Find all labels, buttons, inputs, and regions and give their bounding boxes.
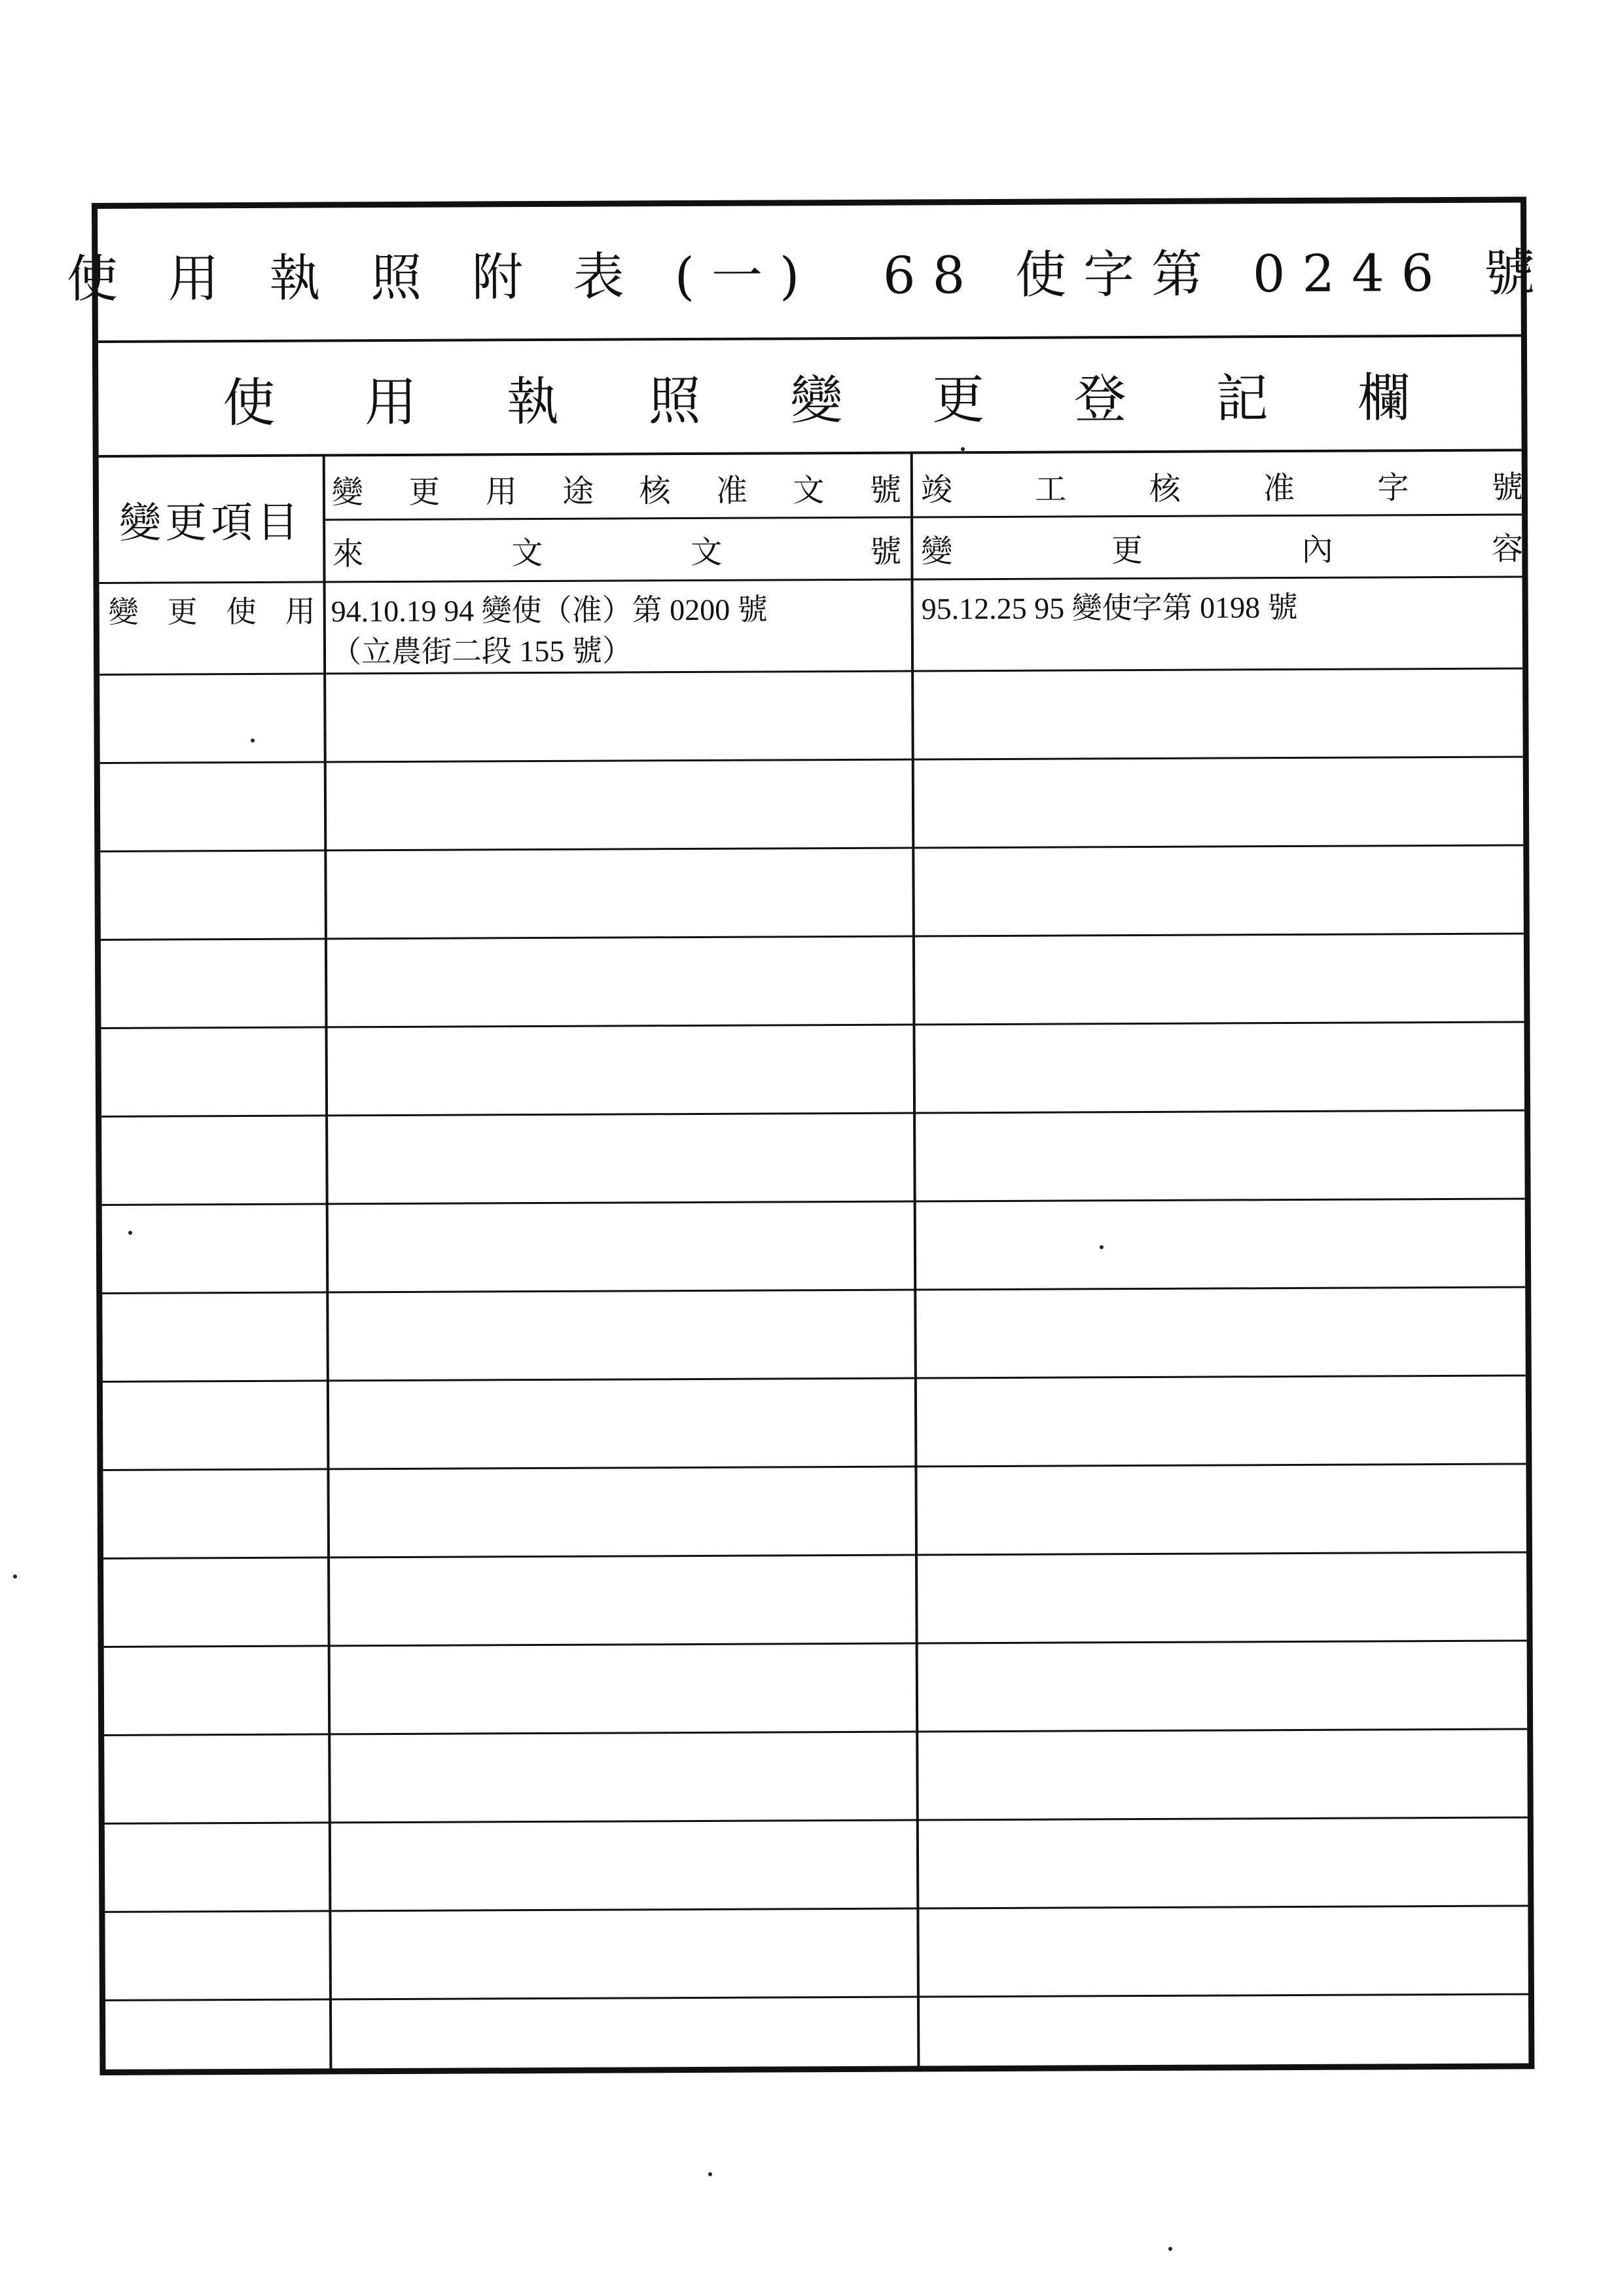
- subtitle-char: 變: [790, 369, 843, 431]
- row-divider: [101, 1109, 1524, 1117]
- header-char: 內: [1301, 531, 1333, 568]
- header-change-content: [921, 517, 1523, 577]
- subtitle-char: 用: [364, 371, 418, 433]
- row-divider: [103, 1374, 1526, 1382]
- scan-speck: [961, 447, 965, 451]
- header-char: 竣: [920, 471, 953, 508]
- header-char: 核: [639, 472, 671, 509]
- header-char: 准: [1263, 469, 1295, 507]
- header-char: 變: [921, 532, 953, 570]
- scan-speck: [708, 2172, 712, 2176]
- subtitle-char: 欄: [1357, 367, 1411, 429]
- header-char: 號: [870, 533, 902, 570]
- header-char: 工: [1035, 471, 1067, 508]
- subtitle-char: 使: [223, 372, 276, 434]
- header-char: 文: [691, 534, 723, 571]
- header-char: 文: [511, 534, 543, 572]
- header-char: 更: [1111, 532, 1143, 569]
- header-char: 變: [331, 473, 364, 511]
- header-char: 核: [1149, 470, 1181, 507]
- header-char: 更: [408, 473, 440, 511]
- row-change-content: 95.12.25 95 變使字第 0198 號: [921, 590, 1298, 626]
- subtitle-row: [98, 337, 1522, 457]
- header-char: 文: [793, 471, 825, 509]
- header-char: 准: [715, 472, 748, 509]
- row-divider: [103, 1463, 1526, 1470]
- subtitle-char: 記: [1215, 368, 1268, 429]
- scan-speck: [1100, 1245, 1104, 1249]
- row-divider: [101, 932, 1524, 940]
- header-char: 途: [562, 473, 594, 510]
- row-divider: [105, 1904, 1528, 1912]
- subtitle-char: 更: [931, 369, 985, 431]
- header-incoming-doc-no: [332, 520, 901, 580]
- row-divider: [105, 1816, 1528, 1824]
- header-char: 號: [1491, 468, 1524, 506]
- item-char: 使: [226, 593, 257, 630]
- row-divider: [100, 844, 1523, 852]
- column-divider: [910, 454, 920, 2066]
- row-doc-line-1: 94.10.19 94 變使（准）第 0200 號: [331, 592, 768, 629]
- subtitle: [223, 337, 1411, 454]
- register-grid: [99, 451, 1529, 2069]
- row-divider: [99, 667, 1522, 675]
- row-doc-line-2: （立農街二段 155 號）: [331, 634, 633, 669]
- header-item-label: 變更項目: [118, 498, 303, 548]
- subtitle-char: 照: [648, 370, 701, 432]
- item-char: 更: [167, 594, 198, 630]
- item-char: 變: [108, 594, 139, 630]
- row-divider: [101, 1021, 1524, 1029]
- row-divider: [105, 1993, 1528, 2001]
- form-title: 使 用 執 照 附 表 (一) 68 使字第 0246 號: [66, 243, 1553, 309]
- header-completion-no: [921, 455, 1523, 515]
- header-char: 字: [1377, 469, 1409, 506]
- row-divider: [100, 756, 1523, 763]
- row-item-label: [109, 587, 315, 633]
- header-char: 號: [869, 471, 902, 509]
- row-divider: [104, 1639, 1527, 1647]
- subtitle-char: 登: [1073, 369, 1127, 430]
- item-char: 用: [285, 593, 315, 629]
- header-char: 來: [332, 535, 364, 572]
- title-row: [66, 202, 1553, 342]
- row-divider: [103, 1551, 1526, 1559]
- column-divider: [323, 456, 333, 2068]
- scan-speck: [13, 1575, 17, 1578]
- header-char: 用: [485, 473, 517, 510]
- row-divider: [102, 1197, 1525, 1205]
- row-divider: [104, 1728, 1527, 1736]
- header-char: 容: [1492, 530, 1524, 568]
- subtitle-char: 執: [506, 371, 560, 433]
- form-sheet: [66, 196, 1553, 2075]
- scan-speck: [128, 1231, 132, 1235]
- row-divider: [102, 1286, 1525, 1294]
- scan-speck: [251, 738, 255, 742]
- scan-speck: [1168, 2247, 1172, 2251]
- header-approval-doc-no: [332, 458, 901, 519]
